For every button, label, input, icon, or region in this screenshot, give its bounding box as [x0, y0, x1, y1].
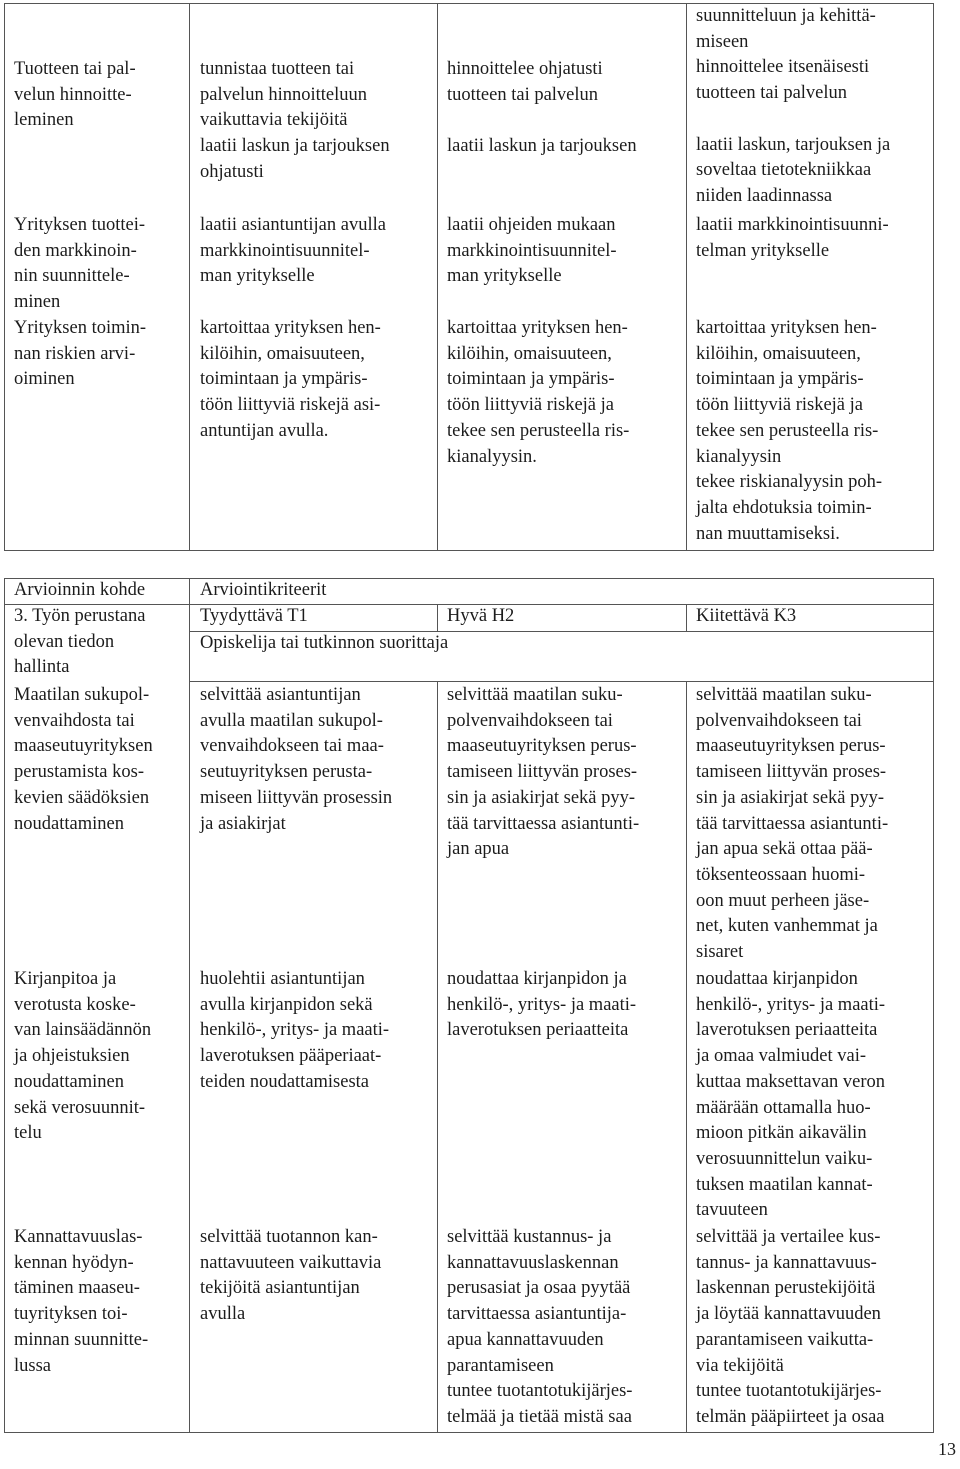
t1-marketing: laatii asiantuntijan avulla markkinointisuunnitel- man yritykselle — [200, 215, 386, 287]
subject-marketing: Yrityksen tuottei- den markkinoin- nin suunnittele- minen — [14, 215, 146, 313]
subject-risks: Yrityksen toimin- nan riskien arvi- oiminen — [14, 318, 147, 390]
subject-accounting: Kirjanpitoa ja verotusta koske- van lainsäädännön ja ohjeistuksien noudattaminen sekä verosuunnit- telu — [14, 969, 152, 1144]
h2-pricing: hinnoittelee ohjatusti tuotteen tai palvelun laatii laskun ja tarjouksen — [447, 59, 637, 157]
divider — [189, 578, 190, 1433]
h2-profitability: selvittää kustannus- ja kannattavuuslaskennan perusasiat ja osaa pyytää tarvittaessa asiantuntija- apua kannattavuuden parantamiseen tuntee tuotantotukijärjes- telmää ja tietää mistä saa — [447, 1227, 633, 1427]
page-number: 13 — [938, 1439, 956, 1459]
k3-profitability: selvittää ja vertailee kus- tannus- ja kannattavuus- laskennan perustekijöitä ja löytää kannattavuuden parantamiseen vaikutta- via tekijöitä tuntee tuotantotukijärjes- telmän pääpiirteet ja osaa — [696, 1227, 885, 1427]
h2-marketing: laatii ohjeiden mukaan markkinointisuunnitel- man yritykselle — [447, 215, 617, 287]
subject-pricing: Tuotteen tai pal- velun hinnoitte- leminen — [14, 59, 136, 131]
k3-marketing: laatii markkinointisuunni- telman yritykselle — [696, 215, 889, 261]
header-assessment-target: Arvioinnin kohde — [14, 580, 146, 600]
divider — [189, 3, 190, 551]
h2-risks: kartoittaa yrityksen hen- kilöihin, omaisuuteen, toimintaan ja ympäris- töön liittyviä riskejä ja tekee sen perusteella ris- kianalyysin. — [447, 318, 630, 467]
k3-accounting: noudattaa kirjanpidon henkilö-, yritys- ja maati- laverotuksen periaatteita ja omaa valmiudet vai- kuttaa maksettavan veron määrään ottamalla huo- mioon pitkän aikavälin verosuunnittelun vaiku- tuksen maatilan kannat- tavuuteen — [696, 969, 886, 1221]
section-title: 3. Työn perustana olevan tiedon hallinta — [14, 606, 146, 678]
subject-profitability: Kannattavuuslas- kennan hyödyn- täminen maaseu- tuyrityksen toi- minnan suunnitte- lussa — [14, 1227, 149, 1376]
header-assessment-criteria: Arviointikriteerit — [200, 580, 327, 600]
header-performer: Opiskelija tai tutkinnon suorittaja — [200, 633, 449, 653]
header-h2: Hyvä H2 — [447, 606, 515, 626]
divider — [686, 604, 687, 631]
t1-risks: kartoittaa yrityksen hen- kilöihin, omaisuuteen, toimintaan ja ympäris- töön liittyviä riskejä asi- antuntijan avulla. — [200, 318, 381, 441]
subject-succession: Maatilan sukupol- venvaihdosta tai maaseutuyrityksen perustamista kos- kevien säädöksien noudattaminen — [14, 685, 153, 834]
k3-risks: kartoittaa yrityksen hen- kilöihin, omaisuuteen, toimintaan ja ympäris- töön liittyviä riskejä ja tekee sen perusteella ris- kianalyysin tekee riskianalyysin poh- jalta ehdotuksia toimin- nan muuttamiseksi. — [696, 318, 882, 544]
h2-accounting: noudattaa kirjanpidon ja henkilö-, yritys- ja maati- laverotuksen periaatteita — [447, 969, 637, 1041]
divider — [437, 604, 438, 631]
k3-succession: selvittää maatilan suku- polvenvaihdokseen tai maaseutuyrityksen perus- tamiseen liittyvän proses- sin ja asiakirjat sekä pyy- tää tarvittaessa asiantunti- jan apua sekä ottaa pää- töksenteossaan huomi- oon muut perheen jäse- net, kuten vanhemmat ja sisaret — [696, 685, 889, 963]
divider — [437, 3, 438, 551]
header-t1: Tyydyttävä T1 — [200, 606, 308, 626]
t1-accounting: huolehtii asiantuntijan avulla kirjanpidon sekä henkilö-, yritys- ja maati- laverotuksen pääperiaat- teiden noudattamisesta — [200, 969, 390, 1092]
header-k3: Kiitettävä K3 — [696, 606, 797, 626]
t1-pricing: tunnistaa tuotteen tai palvelun hinnoitteluun vaikuttavia tekijöitä laatii laskun ja tarjouksen ohjatusti — [200, 59, 390, 182]
divider — [437, 681, 438, 1433]
t1-succession: selvittää asiantuntijan avulla maatilan sukupol- venvaihdokseen tai maa- seutuyrityksen perusta- miseen liittyvän prosessin ja asiakirjat — [200, 685, 393, 834]
k3-pricing: suunnitteluun ja kehittä- miseen hinnoittelee itsenäisesti tuotteen tai palvelun laatii laskun, tarjouksen ja soveltaa tietotekniikkaa niiden laadinnassa — [696, 6, 891, 206]
h2-succession: selvittää maatilan suku- polvenvaihdokseen tai maaseutuyrityksen perus- tamiseen liittyvän proses- sin ja asiakirjat sekä pyy- tää tarvittaessa asiantunti- jan apua — [447, 685, 640, 860]
divider — [686, 681, 687, 1433]
t1-profitability: selvittää tuotannon kan- nattavuuteen vaikuttavia tekijöitä asiantuntijan avulla — [200, 1227, 382, 1325]
divider — [686, 3, 687, 551]
divider — [189, 681, 934, 682]
